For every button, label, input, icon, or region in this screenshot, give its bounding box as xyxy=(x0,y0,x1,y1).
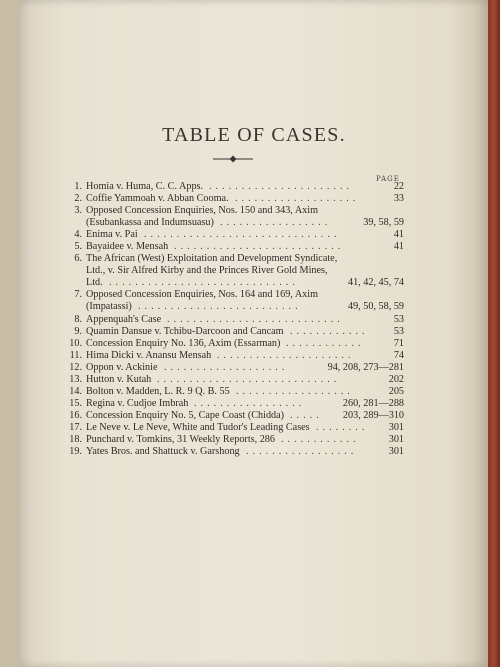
case-entry xyxy=(56,422,404,434)
case-entry-line xyxy=(56,253,404,265)
case-title: Quamin Dansue v. Tchibu-Darcoon and Cancam xyxy=(86,325,284,337)
case-title: Yates Bros. and Shattuck v. Garshong xyxy=(86,446,240,458)
dot-leader: ..... xyxy=(290,409,323,421)
title-ornament xyxy=(213,153,253,165)
case-page-ref: 203, 289—310 xyxy=(342,409,404,421)
case-number: 17. xyxy=(69,421,82,433)
case-entry xyxy=(56,229,404,241)
case-title: Concession Enquiry No. 5, Cape Coast (Chidda) xyxy=(86,409,285,421)
case-page-ref: 260, 281—288 xyxy=(342,397,404,409)
case-title: Opposed Concession Enquiries, Nos. 150 and 343, Axim xyxy=(86,205,319,217)
case-number: 7. xyxy=(74,289,82,301)
dot-leader: ........................... xyxy=(167,313,344,325)
case-title: Coffie Yammoah v. Abban Cooma. xyxy=(86,193,229,205)
case-entry xyxy=(56,446,404,458)
case-title: Le Neve v. Le Neve, White and Tudor's Leading Cases xyxy=(86,421,310,433)
case-entry-line xyxy=(56,193,404,205)
case-entry-line xyxy=(56,410,404,422)
case-entry-line xyxy=(56,277,404,289)
case-page-ref: 202 xyxy=(388,373,404,385)
dot-leader: .......................... xyxy=(174,241,345,253)
case-page-ref: 41, 42, 45, 74 xyxy=(347,277,404,289)
case-entry-line xyxy=(56,289,404,301)
case-title: Hutton v. Kutah xyxy=(86,373,152,385)
dot-leader: ................. xyxy=(194,397,306,409)
case-number: 10. xyxy=(69,337,82,349)
dot-leader: ............................. xyxy=(109,277,299,289)
case-number: 2. xyxy=(74,193,82,205)
case-page-ref: 41 xyxy=(393,229,404,241)
book-binding-edge xyxy=(488,0,500,667)
case-title: Bolton v. Madden, L. R. 9 Q. B. 55 xyxy=(86,385,230,397)
case-title: Enima v. Pai xyxy=(86,229,138,241)
case-number: 13. xyxy=(69,373,82,385)
case-entry-line xyxy=(56,446,404,458)
case-number: 4. xyxy=(74,229,82,241)
case-entry-line xyxy=(56,326,404,338)
case-number: 1. xyxy=(74,181,82,192)
dot-leader: ......................... xyxy=(138,301,302,313)
dot-leader: ............................ xyxy=(157,373,341,385)
dot-leader: ..................... xyxy=(217,349,355,361)
case-entry xyxy=(56,289,404,313)
case-page-ref: 33 xyxy=(393,193,404,205)
case-title: Ltd., v. Sir Alfred Kirby and the Princes River Gold Mines, xyxy=(86,265,328,277)
case-entry-line xyxy=(56,205,404,217)
case-entry-line xyxy=(56,434,404,446)
case-entry xyxy=(56,326,404,338)
case-page-ref: 22 xyxy=(393,181,404,192)
dot-leader: ...................... xyxy=(209,181,354,192)
case-number: 3. xyxy=(74,205,82,217)
case-page-ref: 71 xyxy=(393,337,404,349)
case-title: Concession Enquiry No. 136, Axim (Essarman) xyxy=(86,337,281,349)
case-entry xyxy=(56,314,404,326)
case-entry-line xyxy=(56,229,404,241)
case-number: 14. xyxy=(69,385,82,397)
case-entry-line xyxy=(56,422,404,434)
case-entry xyxy=(56,410,404,422)
dot-leader: ............ xyxy=(286,337,365,349)
case-number: 5. xyxy=(74,241,82,253)
cases-list xyxy=(56,181,404,458)
case-page-ref: 301 xyxy=(388,446,404,458)
case-entry xyxy=(56,350,404,362)
case-entry-line xyxy=(56,338,404,350)
case-title: Bayaidee v. Mensah xyxy=(86,241,169,253)
case-number: 9. xyxy=(74,325,82,337)
case-page-ref: 74 xyxy=(393,349,404,361)
dot-leader: ............ xyxy=(290,325,369,337)
dot-leader: ................... xyxy=(235,193,360,205)
case-entry-line xyxy=(56,398,404,410)
case-entry-line xyxy=(56,362,404,374)
dot-leader: .................. xyxy=(236,385,354,397)
dot-leader: ................. xyxy=(220,217,332,229)
case-entry xyxy=(56,241,404,253)
page-title: TABLE OF CASES. xyxy=(162,124,346,146)
dot-leader: ............ xyxy=(281,433,360,445)
case-entry-line xyxy=(56,374,404,386)
case-title: (Impatassi) xyxy=(86,301,132,313)
case-page-ref: 49, 50, 58, 59 xyxy=(347,301,404,313)
case-title: Ltd. xyxy=(86,277,103,289)
case-page-ref: 94, 208, 273—281 xyxy=(327,361,404,373)
case-number: 19. xyxy=(69,446,82,458)
case-entry xyxy=(56,181,404,193)
case-entry xyxy=(56,374,404,386)
case-number: 18. xyxy=(69,433,82,445)
case-entry-line xyxy=(56,241,404,253)
case-title: (Esubankassa and Indumsuasu) xyxy=(86,217,214,229)
case-page-ref: 53 xyxy=(393,325,404,337)
case-entry xyxy=(56,434,404,446)
case-entry-line xyxy=(56,217,404,229)
case-entry xyxy=(56,398,404,410)
case-title: Appenquah's Case xyxy=(86,313,162,325)
case-entry xyxy=(56,253,404,289)
case-entry-line xyxy=(56,265,404,277)
case-title: The African (West) Exploitation and Development Syndicate, xyxy=(86,253,338,265)
case-page-ref: 41 xyxy=(393,241,404,253)
case-page-ref: 301 xyxy=(388,433,404,445)
case-number: 16. xyxy=(69,409,82,421)
case-number: 12. xyxy=(69,361,82,373)
case-number: 6. xyxy=(74,253,82,265)
case-number: 15. xyxy=(69,397,82,409)
dot-leader: ................... xyxy=(164,361,289,373)
case-number: 11. xyxy=(69,349,82,361)
case-entry xyxy=(56,338,404,350)
case-title: Punchard v. Tomkins, 31 Weekly Reports, 286 xyxy=(86,433,275,445)
case-entry-line xyxy=(56,386,404,398)
dot-leader: .............................. xyxy=(144,229,341,241)
case-title: Opposed Concession Enquiries, Nos. 164 and 169, Axim xyxy=(86,289,319,301)
case-title: Hima Dicki v. Anansu Mensah xyxy=(86,349,212,361)
case-entry-line xyxy=(56,181,404,193)
case-page-ref: 53 xyxy=(393,313,404,325)
dot-leader: ........ xyxy=(316,421,369,433)
case-number: 8. xyxy=(74,313,82,325)
case-entry-line xyxy=(56,350,404,362)
case-title: Oppon v. Ackinie xyxy=(86,361,158,373)
case-page-ref: 205 xyxy=(388,385,404,397)
case-entry xyxy=(56,386,404,398)
case-page-ref: 39, 58, 59 xyxy=(363,217,404,229)
case-entry xyxy=(56,193,404,205)
case-title: Homia v. Huma, C. C. Apps. xyxy=(86,181,204,192)
case-entry xyxy=(56,205,404,229)
case-title: Regina v. Cudjoe Imbrah xyxy=(86,397,189,409)
case-page-ref: 301 xyxy=(388,421,404,433)
dot-leader: ................. xyxy=(246,446,358,458)
case-entry xyxy=(56,362,404,374)
case-entry-line xyxy=(56,301,404,313)
page-column-heading: PAGE xyxy=(376,175,400,183)
case-entry-line xyxy=(56,314,404,326)
